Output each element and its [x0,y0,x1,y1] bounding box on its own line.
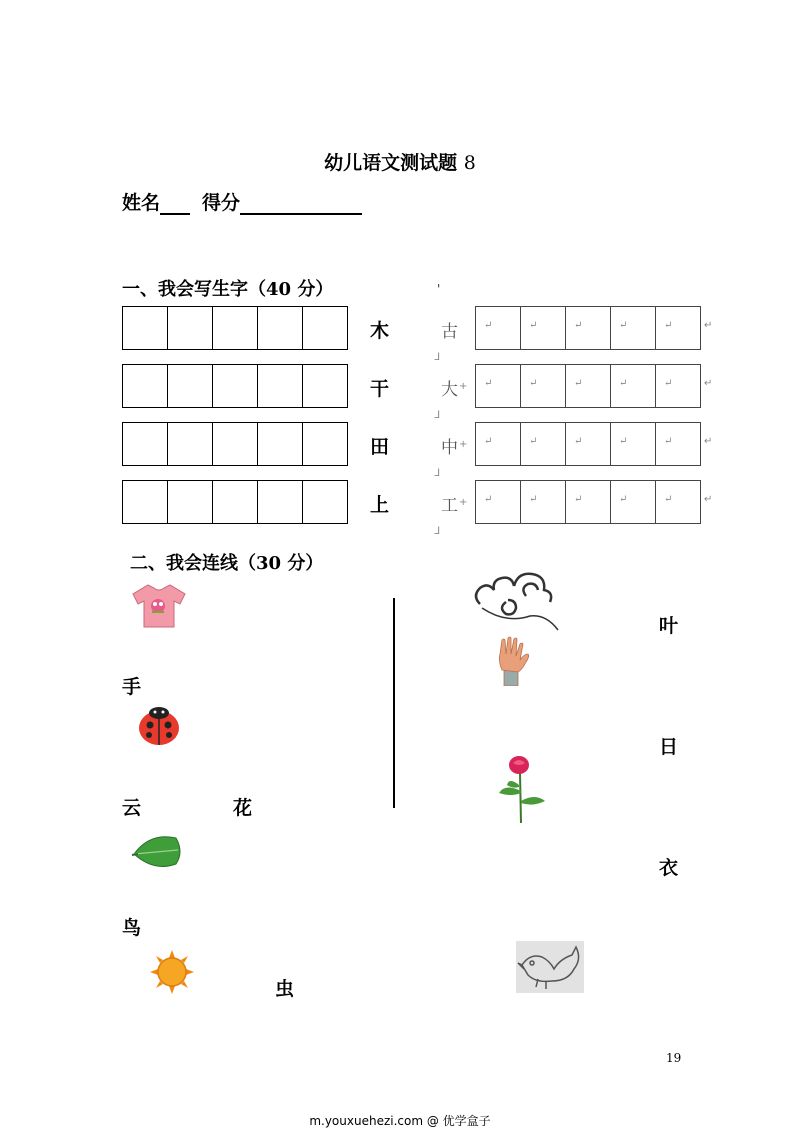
page-title [0,148,800,175]
writing-grid-left-4[interactable] [122,480,348,524]
char-shang: 上 [370,494,390,516]
stray-mark: ' [437,282,441,296]
hand-icon[interactable] [490,636,534,690]
word-yi[interactable]: 衣 [659,857,679,879]
rose-icon[interactable] [495,755,547,827]
vertical-divider [393,598,395,808]
leaf-icon[interactable] [130,830,186,876]
char-gu: 古 [441,322,458,342]
score-blank[interactable] [240,193,362,215]
word-hua[interactable]: 花 [233,797,253,819]
writing-grid-right-2[interactable] [475,364,701,408]
writing-grid-left-2[interactable] [122,364,348,408]
char-tian: 田 [370,436,390,458]
writing-grid-right-1[interactable] [475,306,701,350]
char-da: 大 [441,380,458,400]
title-number: 8 [463,152,476,174]
page-number: 19 [666,1051,682,1065]
word-ri[interactable]: 日 [659,736,679,758]
name-blank[interactable] [160,193,190,215]
char-mu: 木 [370,320,390,342]
writing-grid-left-3[interactable] [122,422,348,466]
writing-grid-right-4[interactable] [475,480,701,524]
char-gan: 干 [370,378,390,400]
word-yun[interactable]: 云 [122,797,142,819]
ladybug-icon[interactable] [135,702,183,752]
name-score-row [122,188,362,215]
sun-icon[interactable] [150,950,194,998]
bird-icon[interactable] [516,941,584,997]
writing-grid-right-3[interactable] [475,422,701,466]
char-zhong: 中 [441,438,458,458]
writing-grid-left-1[interactable] [122,306,348,350]
char-gong: 工 [441,496,458,516]
word-ye[interactable]: 叶 [659,615,679,637]
section1-heading: 一、我会写生字（40 分） [122,279,334,300]
footer-watermark[interactable]: m.youxuehezi.com @ 优学盒子 [309,1114,491,1128]
title-text: 幼儿语文测试题 [324,152,458,174]
word-chong[interactable]: 虫 [275,978,295,1000]
word-shou[interactable]: 手 [122,676,142,698]
name-label: 姓名 [122,192,161,214]
section2-heading: 二、我会连线（30 分） [130,553,324,574]
score-label: 得分 [202,192,241,214]
cloud-icon[interactable] [470,566,560,640]
word-niao[interactable]: 鸟 [122,917,142,939]
shirt-icon[interactable] [130,582,188,634]
